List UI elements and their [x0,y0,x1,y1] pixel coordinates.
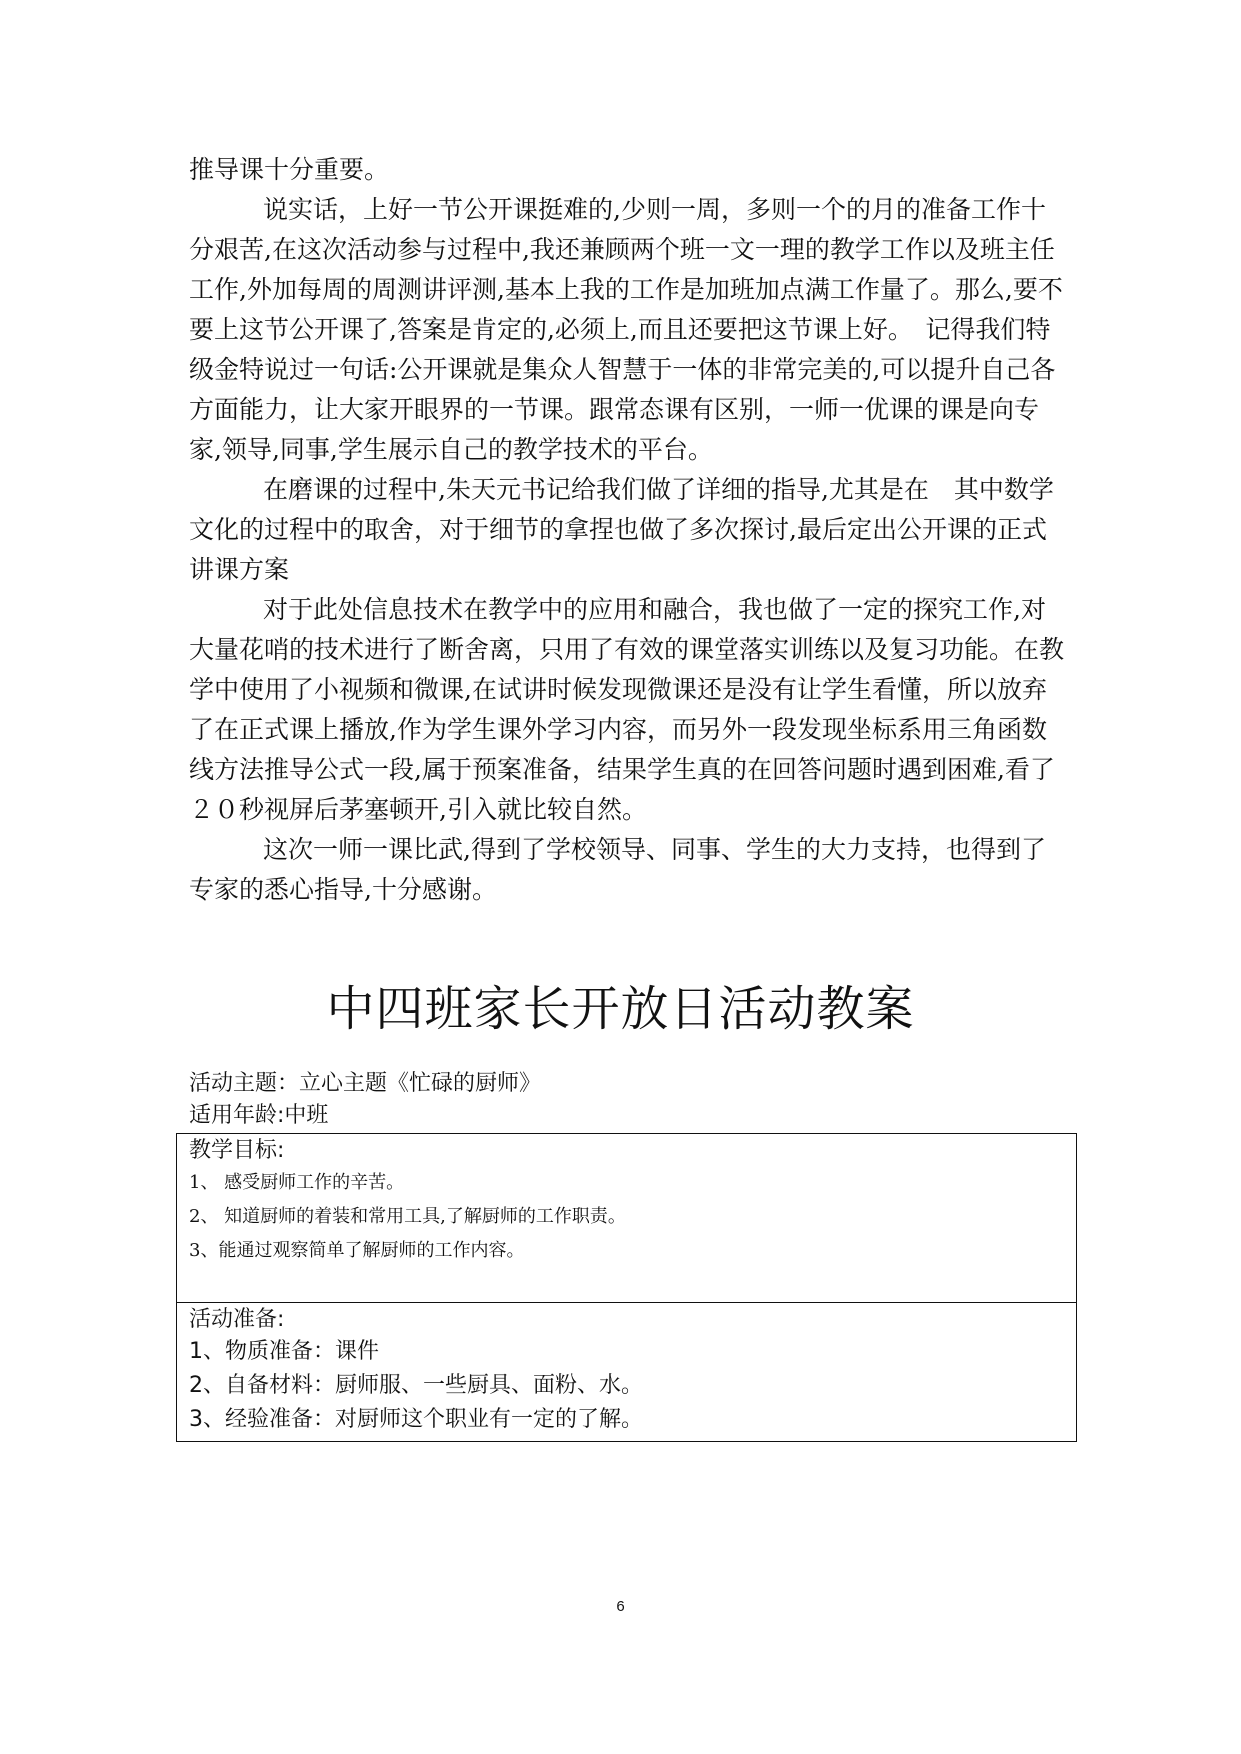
applicable-age: 适用年龄:中班 [189,1103,329,1128]
essay-paragraph: 在磨课的过程中,朱天元书记给我们做了详细的指导,尤其是在 其中数学文化的过程中的取舍，对于细节的拿捏也做了多次探讨,最后定出公开课的正式讲课方案 [189,475,1054,584]
activity-theme: 活动主题：立心主题《忙碌的厨师》 [189,1071,542,1096]
essay-paragraph: 对于此处信息技术在教学中的应用和融合，我也做了一定的探究工作,对大量花哨的技术进行了断舍离，只用了有效的课堂落实训练以及复习功能。在教学中使用了小视频和微课,在试讲时候发现微课还是没有让学生看懂，所以放弃了在正式课上播放,作为学生课外学习内容，而另外一段发现坐标系用三角函数线方法推导公式一段,属于预案准备，结果学生真的在回答问题时遇到困难,看了２０秒视屏后茅塞顿开,引入就比较自然。 [189,595,1065,824]
page-number: 6 [616,1598,625,1615]
essay-paragraph: 这次一师一课比武,得到了学校领导、同事、学生的大力支持，也得到了专家的悉心指导,十分感谢。 [189,835,1046,904]
lesson-plan-title: 中四班家长开放日活动教案 [326,981,915,1037]
essay-section [189,150,1069,910]
teaching-goals-heading: 教学目标: [189,1138,285,1163]
teaching-goal-item: 1、 感受厨师工作的辛苦。 [189,1172,405,1193]
activity-prep-item: 2、自备材料：厨师服、一些厨具、面粉、水。 [189,1373,643,1398]
teaching-goal-item: 3、能通过观察简单了解厨师的工作内容。 [189,1240,525,1261]
lesson-meta [189,1068,1069,1132]
activity-prep-item: 3、经验准备：对厨师这个职业有一定的了解。 [189,1407,643,1432]
activity-prep-cell [177,1303,1077,1442]
teaching-goals-cell [177,1134,1077,1303]
activity-prep-heading: 活动准备: [189,1307,285,1332]
activity-prep-item: 1、物质准备：课件 [189,1339,379,1364]
teaching-goal-item: 2、 知道厨师的着装和常用工具,了解厨师的工作职责。 [189,1206,626,1227]
lesson-plan-table [176,1133,1077,1442]
essay-paragraph: 说实话，上好一节公开课挺难的,少则一周，多则一个的月的准备工作十分艰苦,在这次活动参与过程中,我还兼顾两个班一文一理的教学工作以及班主任工作,外加每周的周测讲评测,基本上我的工作是加班加点满工作量了。那么,要不要上这节公开课了,答案是肯定的,必须上,而且还要把这节课上好。 记得我们特级金特说过一句话:公开课就是集众人智慧于一体的非常完美的,可以提升自己各方面能力，让大家开眼界的一节课。跟常态课有区别，一师一优课的课是向专家,领导,同事,学生展示自己的教学技术的平台。 [189,195,1063,464]
essay-paragraph: 推导课十分重要。 [189,155,390,184]
